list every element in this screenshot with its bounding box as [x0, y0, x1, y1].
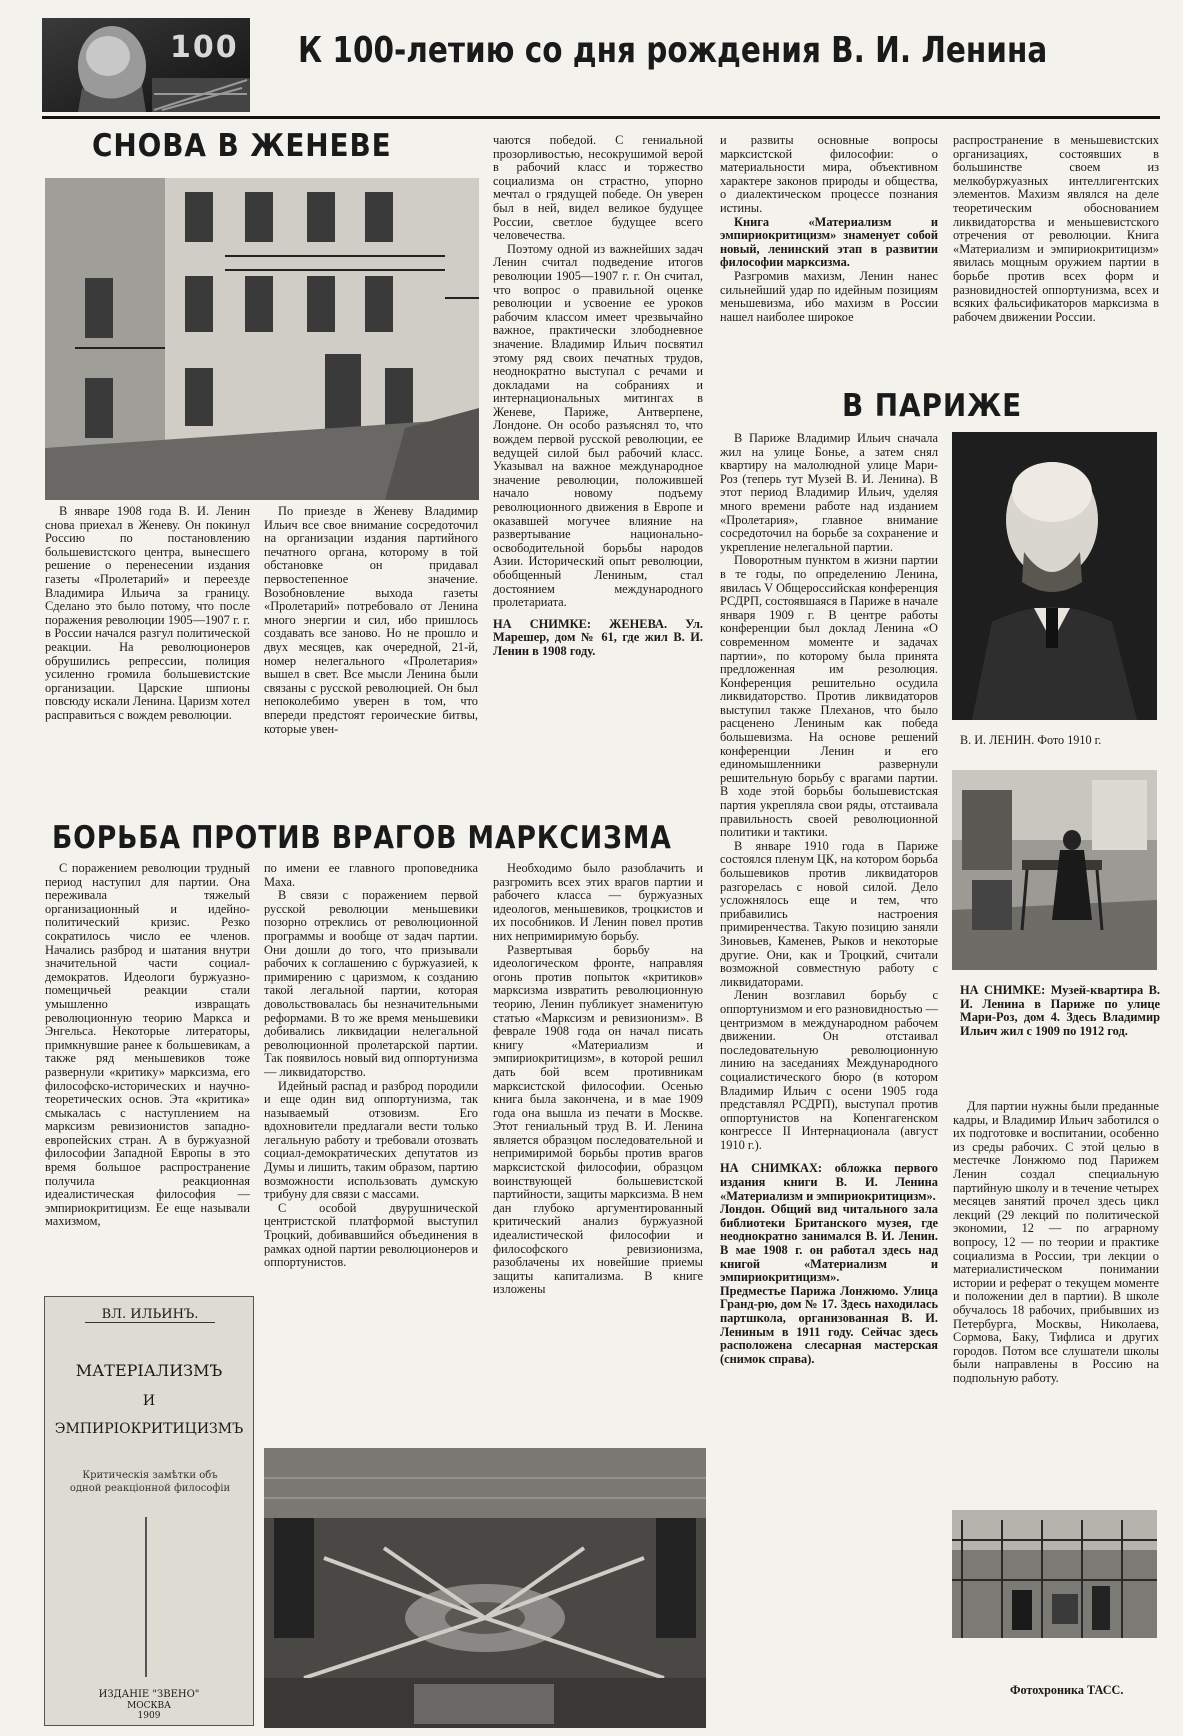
paris-headline: В ПАРИЖЕ [842, 388, 1023, 424]
materialism-column-4 [720, 134, 938, 324]
geneva-caption: НА СНИМКЕ: ЖЕНЕВА. Ул. Марешер, дом № 61, где жил В. И. Ленин в 1908 году. [493, 616, 703, 658]
banner-rule [42, 116, 1160, 119]
book-publisher: ИЗДАНIЕ "ЗВЕНО" [98, 1689, 200, 1700]
geneva-col1-text: В январе 1908 года В. И. Ленин снова приехал в Женеву. Он покинул Россию по постановлению большевистского центра, вынесшего решение о перенесении издания газеты «Пролетарий» и переезде Владимира Ильича за границу. Сделано это было потому, что после поражения революции 1905—1907 г. г. в России начался разгул политической реакции. На революционеров обрушились репрессии, полиция усиленно громила большевистские организации. Царские шпионы повсюду искали Ленина. Царизм хотел расправиться с вождем революции. [45, 504, 251, 722]
paris-caption-multi: НА СНИМКАХ: обложка первого издания книги В. И. Ленина «Материализм и эмпириокритицизм». [720, 1161, 938, 1203]
book-title-2: И [142, 1393, 156, 1409]
geneva-column-1 [45, 505, 250, 723]
geneva-col3b-text: Поэтому одной из важнейших задач Ленин считал подведение итогов революции 1905—1907 г. г. Он считал, что вопрос о правильной оценке революции и усвоение ее уроков рабочим классом имеет чрезвычайно важное, практически злободневное значение. Владимир Ильич посвятил этому ряд своих печатных трудов, неоднократно выступал с речами и докладами на собраниях и интернациональных митингах в Женеве, Париже, Антверпене, Лондоне. Он особо разъяснял то, что вождем первой русской революции, ее ведущей силой был рабочий класс. Указывал на важное международное значение революции, положившей начало новому подъему революционного движения в Европе и оказавшей могучее влияние на развертывание национально-освободительной борьбы народов Азии. Исторический опыт революции, обобщенный Лениным, стал достоянием международного пролетариата. [493, 241, 703, 610]
struggle-column-2 [264, 862, 478, 1270]
london-reading-room-photo [264, 1448, 706, 1728]
photo-credit: Фотохроника ТАСС. [1010, 1683, 1124, 1697]
struggle-column-3 [493, 862, 703, 1297]
paris-column-4 [720, 432, 938, 1366]
paris-column-5 [953, 1100, 1159, 1385]
materialism-col4a-text: и развиты основные вопросы марксистской философии: о материальности мира, объективном характере законов природы и общества, о диалектическом процессе познания истины. [720, 133, 938, 215]
book-year: 1909 [137, 1711, 161, 1721]
geneva-col3a-text: чаются победой. С гениальной прозорливостью, несокрушимой верой в рабочий класс и торжество социализма он страстно, упорно мечтал о грядущей победе. Он уверен был в ней, видел великое будущее России, светлое будущее всего человечества. [493, 133, 703, 243]
banner-number: 100 [170, 30, 239, 65]
portrait-caption: В. И. ЛЕНИН. Фото 1910 г. [960, 733, 1102, 747]
banner-title: К 100-летию со дня рождения В. И. Ленина [298, 30, 1048, 71]
materialism-column-5 [953, 134, 1159, 324]
paris-col5-text: Для партии нужны были преданные кадры, и Владимир Ильич заботился о их подготовке и воспитании, особенно из среды рабочих. С этой целью в местечке Лонжюмо под Парижем Ленин создал специальную партийную школу и в течение четырех месяцев занятий прочел здесь цикл лекций (29 лекций по политической экономии, 12 — по аграрному вопросу, 12 — по теории и практике социализма в России, три лекции о материалистическом понимании истории и реферат о текущем моменте и положении дел в партии). В школе обучалось 18 рабочих, прибывших из Петербурга, Москвы, Николаева, Сормова, Баку, Тифлиса и других городов. Потом все слушатели школы были направлены в Россию на подпольную работу. [953, 1099, 1159, 1385]
lenin-banner-emblem [42, 18, 250, 112]
paris-caption-lonjumeau: Предместье Парижа Лонжюмо. Улица Гранд-рю, дом № 17. Здесь находилась партшкола, организованная В. И. Лениным в 1911 году. Сейчас здесь расположена слесарная мастерская (снимок справа). [720, 1283, 938, 1366]
geneva-column-2 [264, 505, 478, 736]
museum-caption-block [960, 984, 1160, 1038]
paris-col4-2-text: Поворотным пунктом в жизни партии в те годы, по определению Ленина, явилась V Общероссийская конференция РСДРП, состоявшаяся в Париже в начале января 1909 г. В центре работы конференции был доклад Ленина «О современном моменте и задачах партии», по которому была принята предложенная им резолюция. Конференция решительно осудила ликвидаторство. Против ликвидаторов выступил также Плеханов, что было расценено Лениным как победа большевизма. На основе решений конференции Ленин и его единомышленники развернули решительную борьбу с врагами партии. В ходе этой борьбы большевистская партия укрепляла свои ряды, отстаивала правильность своей революционной политики и тактики. [720, 553, 938, 840]
geneva-headline: СНОВА В ЖЕНЕВЕ [92, 128, 392, 164]
book-divider [145, 1517, 147, 1677]
struggle-col2d-text: С особой двурушнической центристской платформой выступил Троцкий, добивавшийся объединения в рамках одной партии революционеров и оппортунистов. [264, 1200, 478, 1270]
struggle-headline: БОРЬБА ПРОТИВ ВРАГОВ МАРКСИЗМА [52, 820, 672, 856]
materialism-col5-text: распространение в меньшевистских организациях, состоявших в большинстве своем из мелкобуржуазных интеллигентских элементов. Махизм являлся на деле теоретическим обоснованием ликвидаторства и меньшевистского отречения от революции. Книга «Материализм и эмпириокритицизм» явилась мощным оружием партии в борьбе против всех форм и разновидностей оппортунизма, всех и всяких фальсификаторов марксизма в рабочем движении России. [953, 133, 1159, 324]
museum-caption: НА СНИМКЕ: Музей-квартира В. И. Ленина в Париже по улице Мари-Роз, дом 4. Здесь Владимир Ильич жил с 1909 по 1912 год. [960, 983, 1160, 1038]
struggle-col1-text: С поражением революции трудный период наступил для партии. Она переживала тяжелый организационный и идейно-политический кризис. Резко сократилось число ее членов. Начались разброд и шатания внутри значительной части социал-демократов. Идеологи буржуазно-помещичьей реакции стали умышленно извращать революционную теорию Маркса и Энгельса. Некоторые литераторы, примкнувшие ранее к большевикам, а также ряд меньшевиков тоже развернули «критику» марксизма, его философско-исторических и научно-теоретических основ. Эта «критика» смыкалась с наступлением на марксизм ревизионистов западно-европейских стран. А в буржуазной философии Западной Европы в это время большое распространение получила реакционная идеалистическая философия — эмпириокритицизм. Ее еще называли махизмом, [45, 861, 250, 1229]
lonjumeau-workshop-photo [952, 1510, 1157, 1638]
geneva-house-photo [45, 178, 479, 500]
paris-col4-text: В Париже Владимир Ильич сначала жил на улице Бонье, а затем снял квартиру на малолюдной улице Мари-Роз (теперь тут Музей В. И. Ленина). В этот период Владимир Ильич, уделяя много времени работе над изданием «Пролетария», главное внимание сосредоточил на борьбе за сохранение и укрепление нелегальной партии. [720, 431, 938, 554]
struggle-column-1 [45, 862, 250, 1229]
struggle-col2c-text: Идейный распад и разброд породили и еще один вид оппортунизма, так называемый отзовизм. Его вдохновители предлагали вести только легальную работу и требовали отозвать социал-демократических депутатов из Думы и лишить, таким образом, партию возможности использовать думскую трибуну для связи с массами. [264, 1078, 478, 1202]
paris-col4-3-text: В январе 1910 года в Париже состоялся пленум ЦК, на котором борьба большевиков против ликвидаторов разгорелась с новой силой. Дело усложнялось еще и тем, что прибавились настроения примиренчества. Такую позицию заняли Зиновьев, Каменев, Рыков и некоторые другие. Они, как и Троцкий, считали возможной совместную работу с ликвидаторами. [720, 838, 938, 989]
book-title-3: ЭМПИРIОКРИТИЦИЗМЪ [54, 1421, 244, 1437]
book-author: ВЛ. ИЛЬИНЪ. [85, 1307, 215, 1323]
book-city: МОСКВА [127, 1701, 171, 1711]
paris-col4-4-text: Ленин возглавил борьбу с оппортунизмом и его разновидностью — центризмом в международном рабочем движении. Он отстаивал последовательную революционную линию на заседаниях Международного социалистического бюро (в котором Владимир Ильич с осени 1905 года представлял РСДРП), выступал против оппортунистов на Копенгагенском конгрессе II Интернационала (август 1910 г.). [720, 988, 938, 1152]
book-cover [44, 1296, 254, 1726]
museum-interior-photo [952, 770, 1157, 970]
book-title-1: МАТЕРIАЛИЗМЪ [75, 1361, 223, 1380]
paris-caption-london: Лондон. Общий вид читального зала библиотеки Британского музея, где неоднократно занимался В. И. Ленин. В мае 1908 г. он работал здесь над книгой «Материализм и эмпириокритицизм». [720, 1202, 938, 1285]
book-subtitle: Критическiя замѣтки объ одной реакцiонной философiи [69, 1470, 231, 1494]
lenin-portrait-photo [952, 432, 1157, 720]
geneva-col2-text: По приезде в Женеву Владимир Ильич все свое внимание сосредоточил на организации издания партийного печатного органа, которому в той обстановке он придавал первостепенное значение. Возобновление выхода газеты «Пролетарий» потребовало от Ленина много энергии и сил, ибо пришлось создавать все заново. Но не прошло и двух месяцев, как очередной, 21-й, номер нелегального «Пролетария» вышел в свет. Все мысли Ленина были связаны с русской революцией. Он был непоколебимо уверен в том, что впереди предстоят героические битвы, которые увен- [264, 504, 478, 736]
struggle-col2b-text: В связи с поражением первой русской революции меньшевики позорно отреклись от революционной программы и вообще от задач партии. Они дошли до того, что призывали рабочих к соглашению с буржуазией, к примирению с царизмом, к созданию такой легальной партии, которая довольствовалась бы незначительными реформами. В то же время меньшевики добивались ликвидации нелегальной революционной пролетарской партии. Так появилось новый вид оппортунизма — ликвидаторство. [264, 888, 478, 1079]
struggle-col3-text: Необходимо было разоблачить и разгромить всех этих врагов партии и рабочего класса — буржуазных идеологов, меньшевиков, троцкистов и их пособников. И Ленин повел против них непримиримую борьбу. [493, 861, 703, 943]
struggle-col2-text: по имени ее главного проповедника Маха. [264, 861, 478, 889]
materialism-col4c-text: Разгромив махизм, Ленин нанес сильнейший удар по идейным позициям меньшевизма, ибо махизм в России нашел наиболее широкое [720, 268, 938, 324]
materialism-col4b-text: Книга «Материализм и эмпириокритицизм» знаменует собой новый, ленинский этап в развитии философии марксизма. [720, 214, 938, 270]
geneva-column-3 [493, 134, 703, 659]
struggle-col3b-text: Развертывая борьбу на идеологическом фронте, направляя огонь против попыток «критиков» марксизма извратить революционную теорию, Ленин публикует знаменитую статью «Марксизм и ревизионизм». В феврале 1908 года он начал писать книгу «Материализм и эмпириокритицизм», в которой решил дать бой всем противникам марксистской философии. Осенью книга была закончена, и в мае 1909 года она вышла из печати в Москве. Этот гениальный труд В. И. Ленина является образцом последовательной и непримиримой борьбы против врагов марксистской философии, образцом воинствующей большевистской партийности, защиты марксизма. В нем дан глубоко аргументированный критический анализ буржуазной идеалистической философии и философского ревизионизма, разоблачены их новейшие приемы защиты капитализма. В книге изложены [493, 942, 703, 1297]
